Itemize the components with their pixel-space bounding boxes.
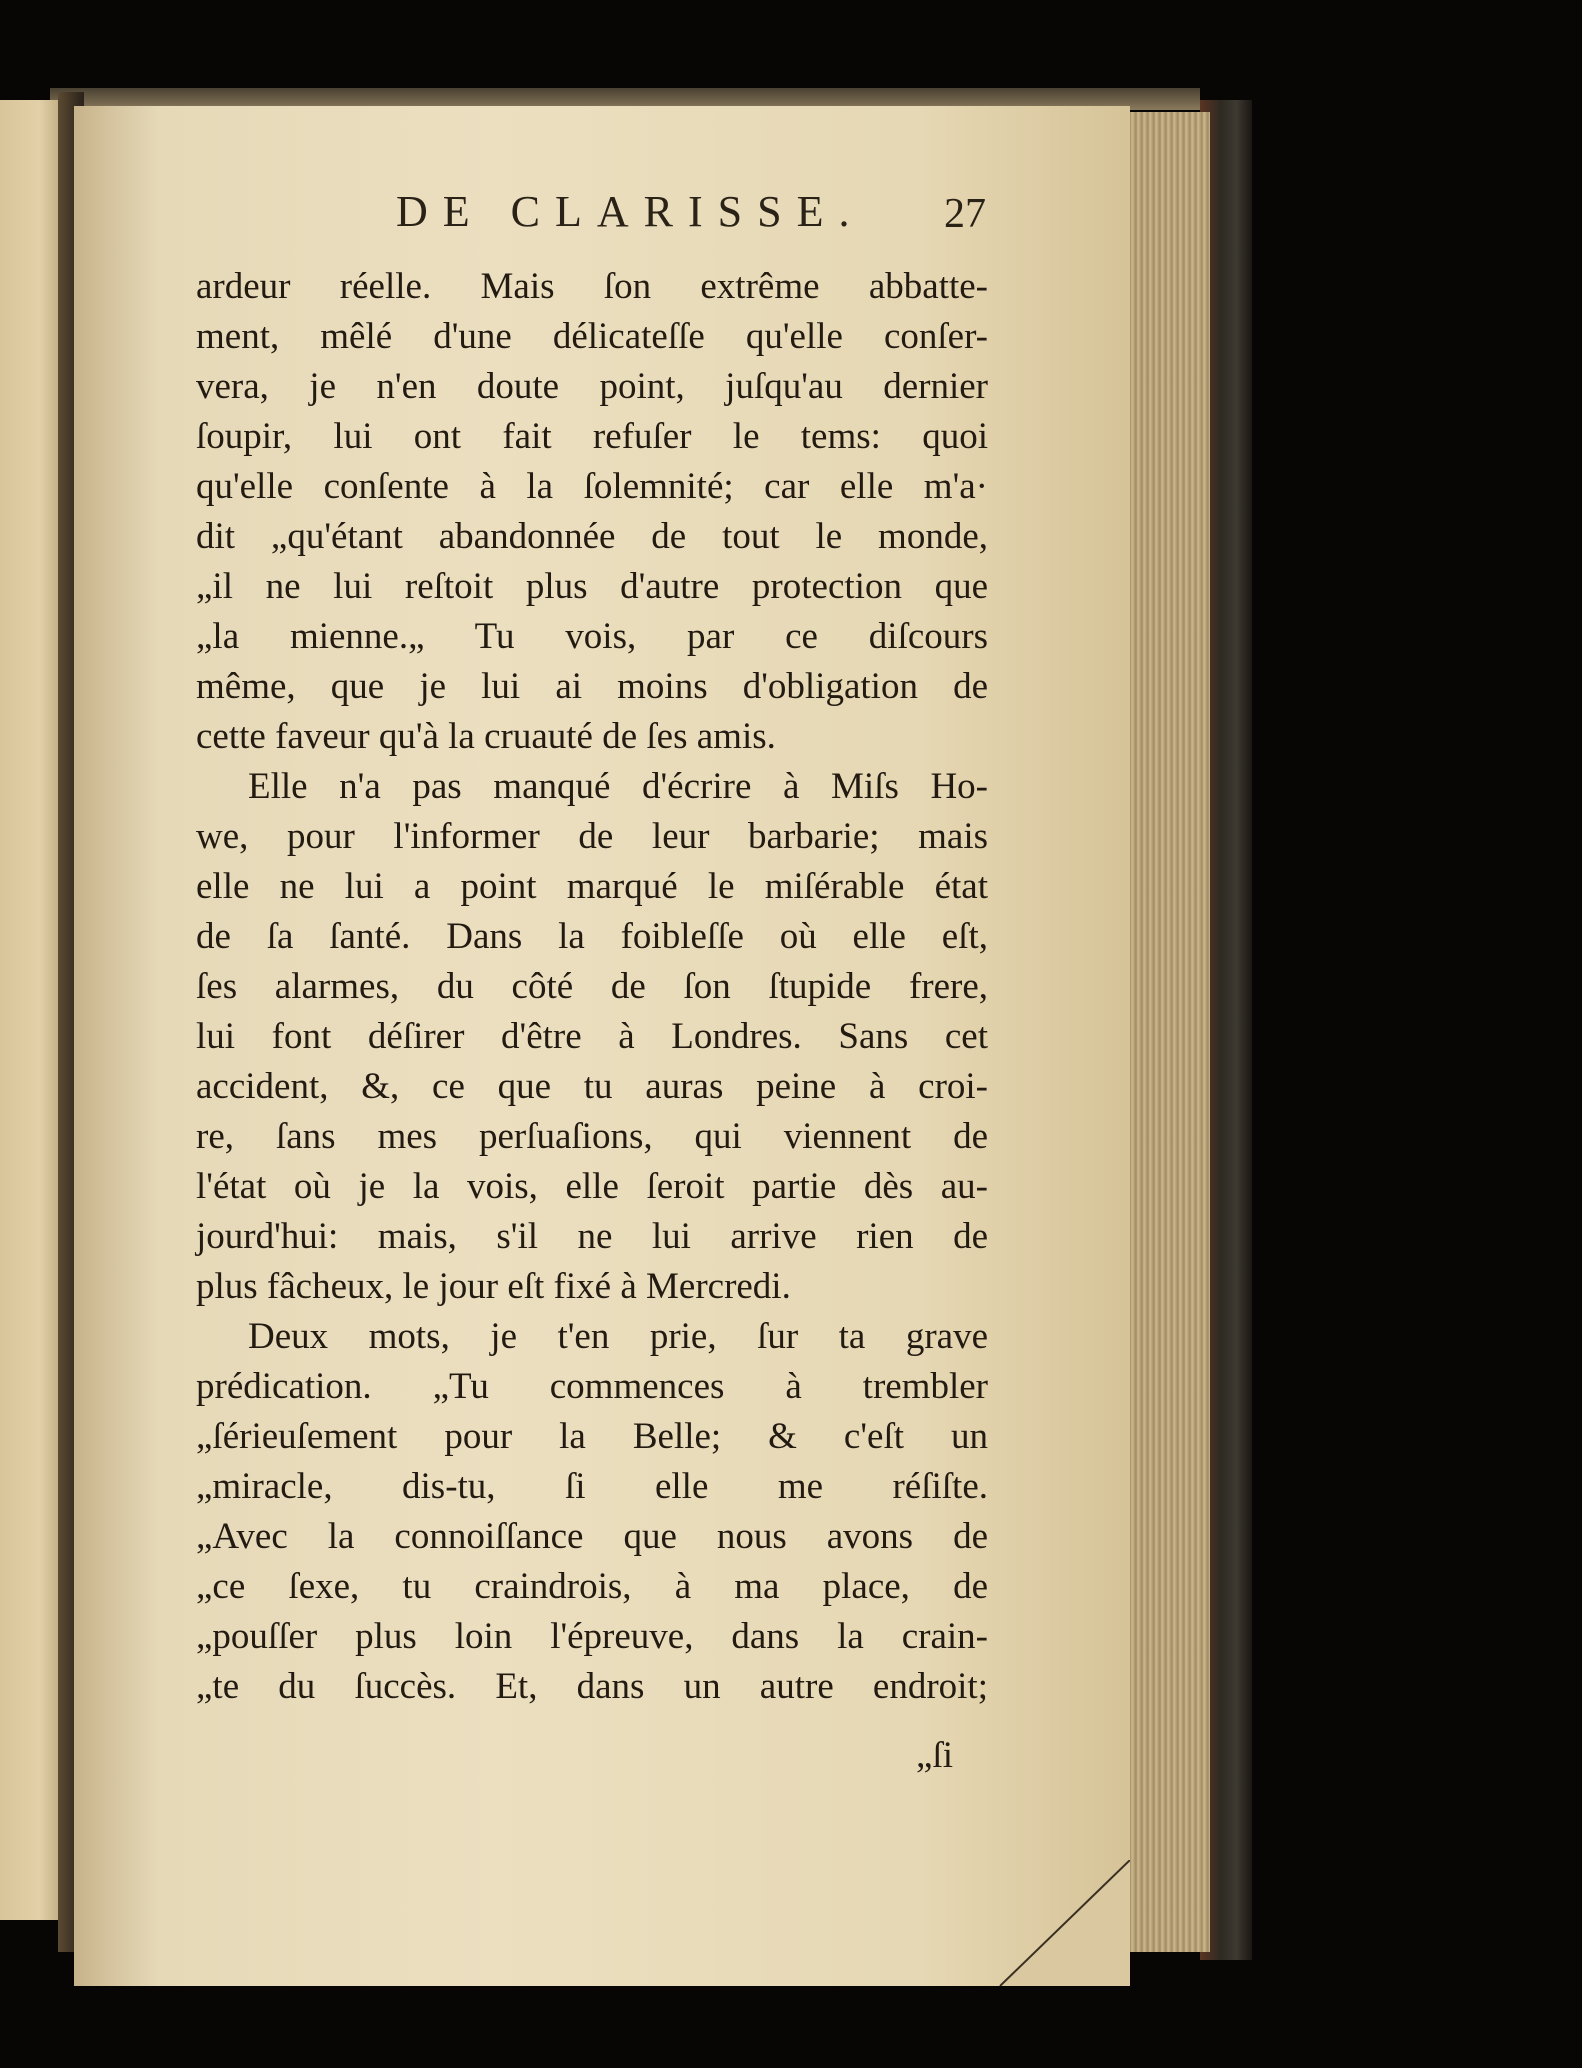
text-line: lui font déſirer d'être à Londres. Sans cet (196, 1016, 988, 1057)
text-line: „pouſſer plus loin l'épreuve, dans la crain- (196, 1616, 988, 1657)
text-line: vera, je n'en doute point, juſqu'au dernier (196, 366, 988, 407)
text-line: „la mienne.„ Tu vois, par ce diſcours (196, 616, 988, 657)
text-line: cette faveur qu'à la cruauté de ſes amis. (196, 716, 776, 757)
text-line: „il ne lui reſtoit plus d'autre protection que (196, 566, 988, 607)
text-line: ſes alarmes, du côté de ſon ſtupide frere, (196, 966, 988, 1007)
text-line: même, que je lui ai moins d'obligation de (196, 666, 988, 707)
page-edges (1120, 112, 1210, 1952)
text-line: l'état où je la vois, elle ſeroit partie dès au- (196, 1166, 988, 1207)
text-line: „te du ſuccès. Et, dans un autre endroit; (196, 1666, 988, 1707)
folded-corner (980, 1860, 1130, 1986)
text-line: re, ſans mes perſuaſions, qui viennent de (196, 1116, 988, 1157)
body-text (196, 262, 988, 1712)
text-line: „miracle, dis-tu, ſi elle me réſiſte. (196, 1466, 988, 1507)
catchword: „ſi (916, 1735, 953, 1776)
text-line: jourd'hui: mais, s'il ne lui arrive rien de (196, 1216, 988, 1257)
left-page-edge (0, 100, 66, 1920)
text-line: ſoupir, lui ont fait refuſer le tems: quoi (196, 416, 988, 457)
text-line: qu'elle conſente à la ſolemnité; car elle m'a· (196, 466, 988, 507)
text-line: plus fâcheux, le jour eſt fixé à Mercredi. (196, 1266, 791, 1307)
text-line: we, pour l'informer de leur barbarie; mais (196, 816, 988, 857)
text-line: „ce ſexe, tu craindrois, à ma place, de (196, 1566, 988, 1607)
text-line: accident, &, ce que tu auras peine à croi- (196, 1066, 988, 1107)
text-line: ment, mêlé d'une délicateſſe qu'elle conſer- (196, 316, 988, 357)
text-line: elle ne lui a point marqué le miſérable état (196, 866, 988, 907)
page-number: 27 (944, 191, 986, 237)
text-line: de ſa ſanté. Dans la foibleſſe où elle eſt, (196, 916, 988, 957)
text-line: „ſérieuſement pour la Belle; & c'eſt un (196, 1416, 988, 1457)
text-line: dit „qu'étant abandonnée de tout le monde, (196, 516, 988, 557)
text-line: prédication. „Tu commences à trembler (196, 1366, 988, 1407)
text-line: Deux mots, je t'en prie, ſur ta grave (248, 1316, 988, 1357)
text-line: Elle n'a pas manqué d'écrire à Miſs Ho- (248, 766, 988, 807)
running-head: DE CLARISSE. (396, 187, 865, 236)
text-line: ardeur réelle. Mais ſon extrême abbatte- (196, 266, 988, 307)
text-line: „Avec la connoiſſance que nous avons de (196, 1516, 988, 1557)
